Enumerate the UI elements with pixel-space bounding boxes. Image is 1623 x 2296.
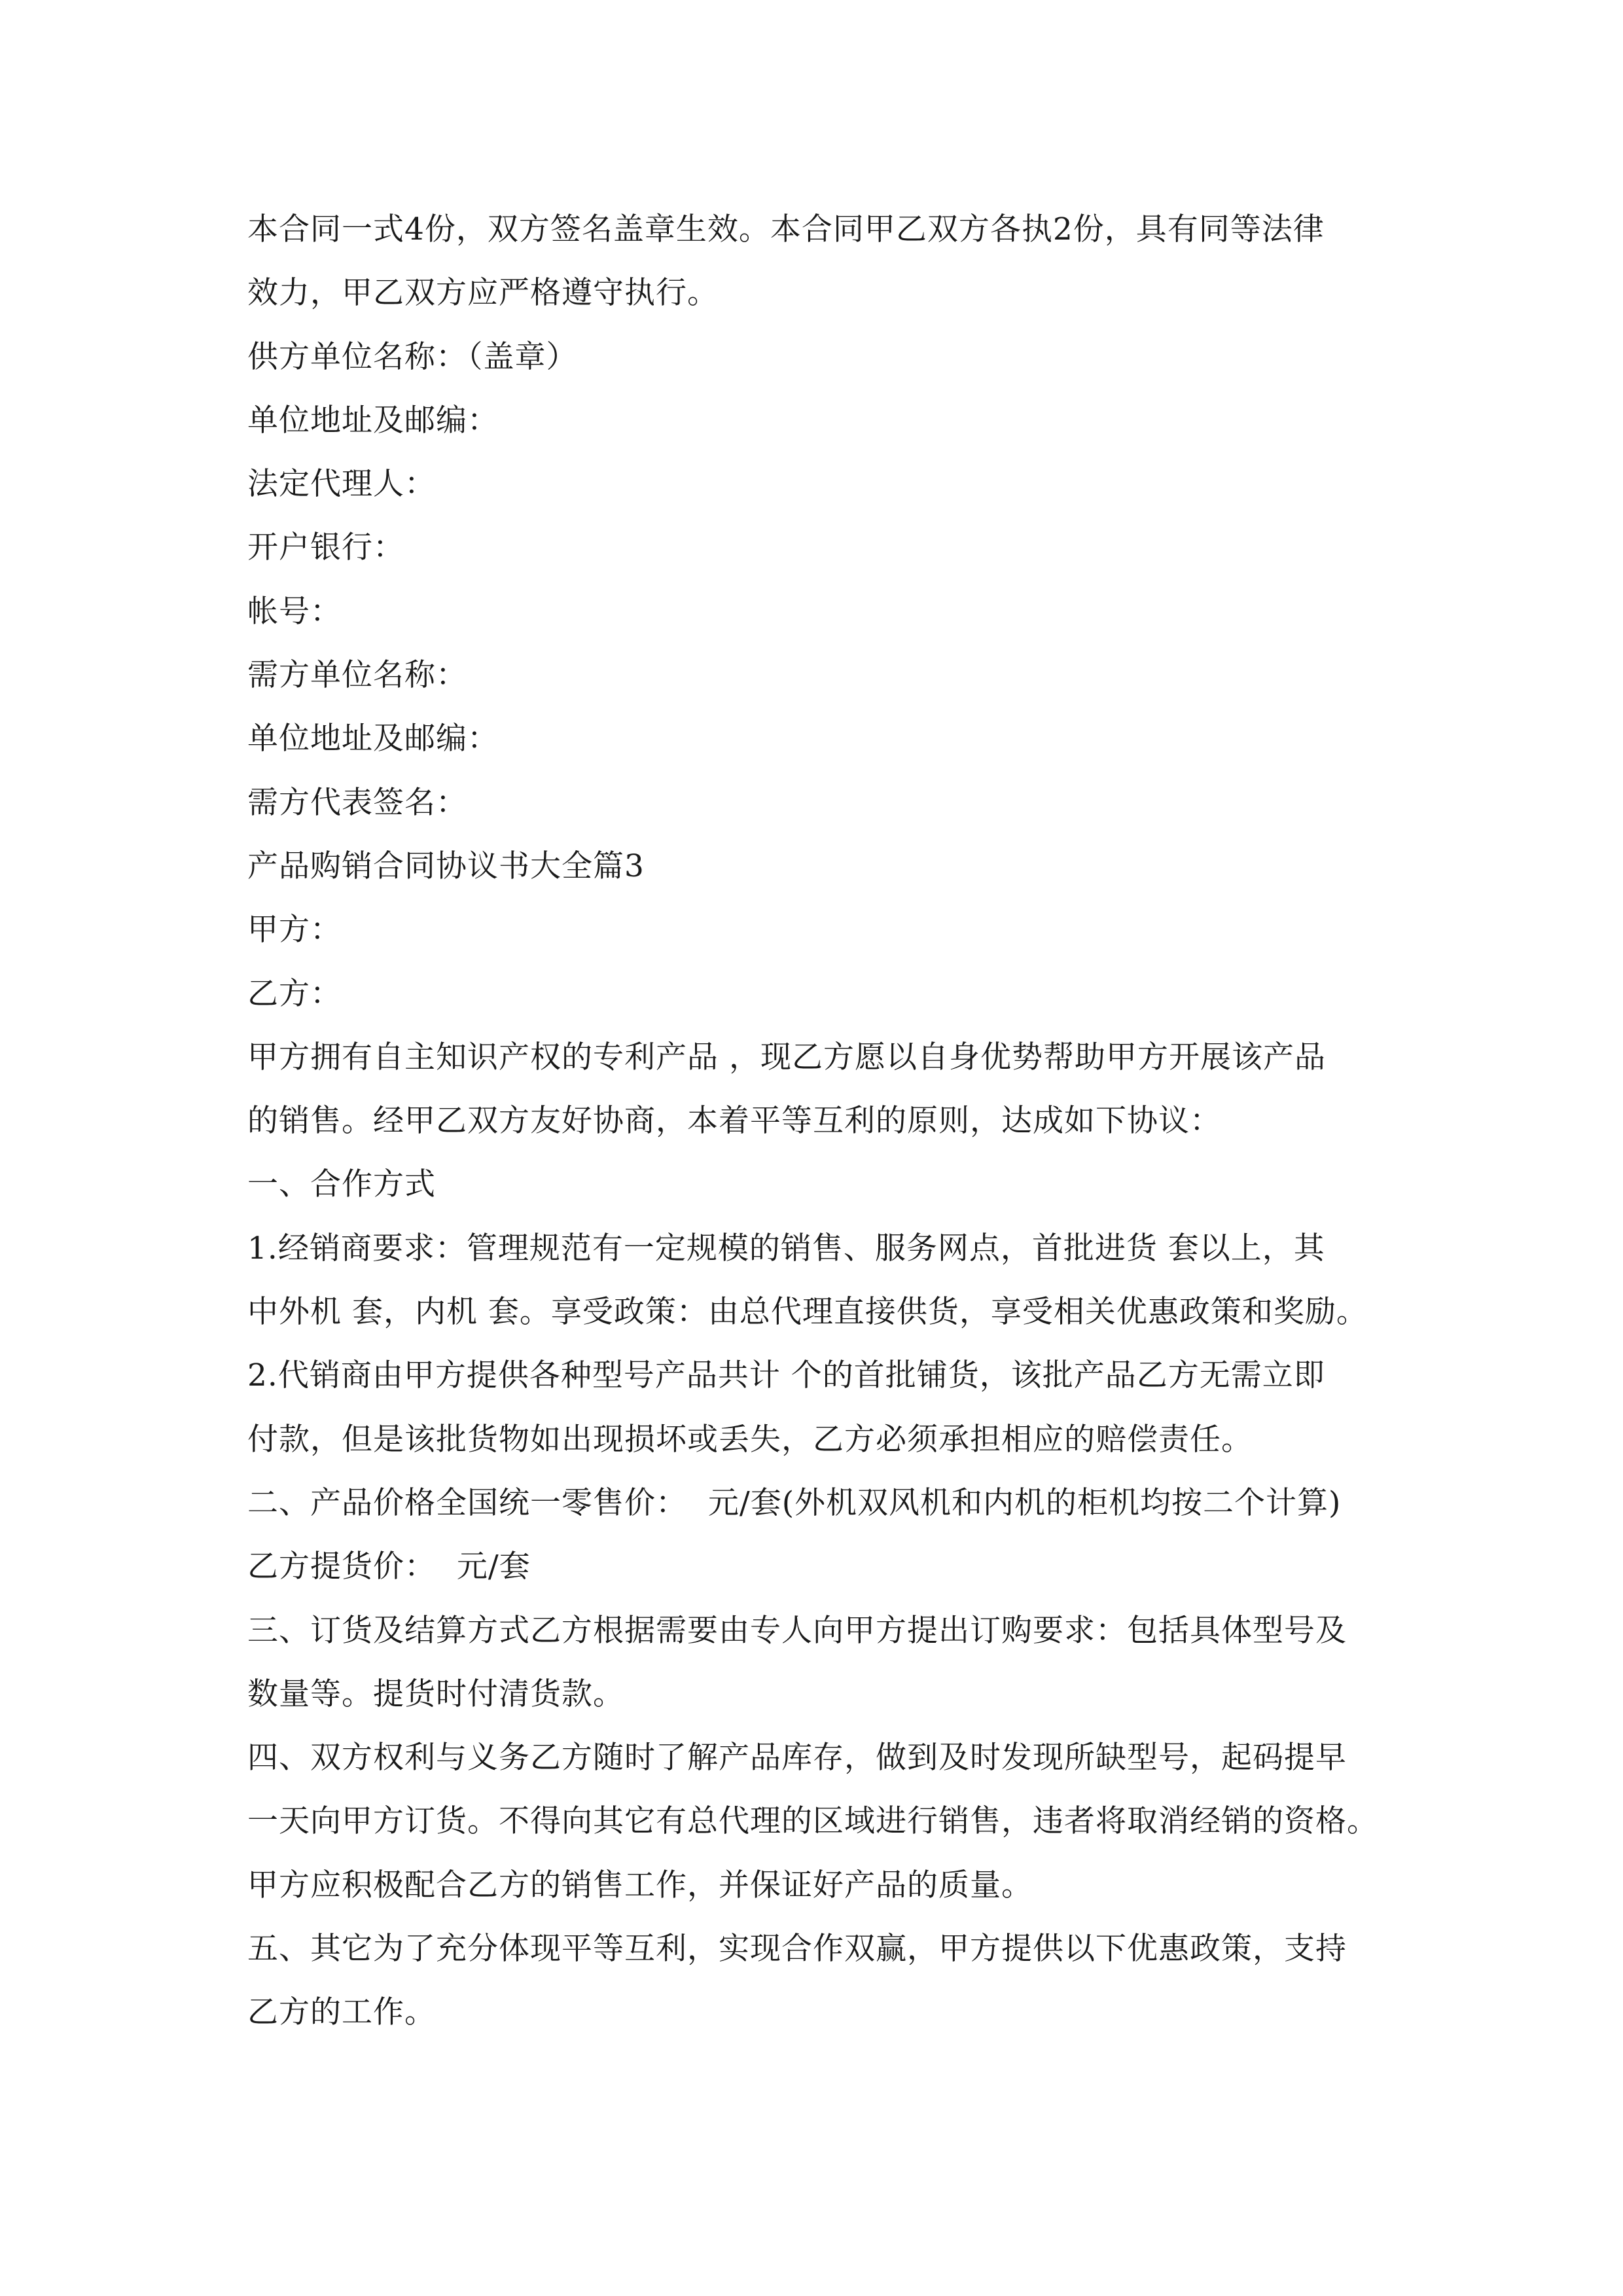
text-line: 乙方： (247, 975, 342, 1012)
text-line: 单位地址及邮编： (247, 721, 499, 757)
text-line: 开户银行： (247, 529, 404, 566)
text-line: 二、产品价格全国统一零售价： 元/套(外机双风机和内机的柜机均按二个计算) (247, 1484, 1342, 1521)
text-line: 五、其它为了充分体现平等互利，实现合作双赢，甲方提供以下优惠政策，支持 (247, 1931, 1347, 1967)
text-line: 四、双方权利与义务乙方随时了解产品库存，做到及时发现所缺型号，起码提早 (247, 1740, 1347, 1776)
text-line: 甲方拥有自主知识产权的专利产品 ，现乙方愿以自身优势帮助甲方开展该产品 (247, 1039, 1326, 1075)
text-line: 三、订货及结算方式乙方根据需要由专人向甲方提出订购要求：包括具体型号及 (247, 1612, 1347, 1649)
text-line: 需方单位名称： (247, 657, 467, 694)
text-line: 帐号： (247, 593, 342, 630)
text-line: 需方代表签名： (247, 784, 467, 821)
text-line: 乙方提货价： 元/套 (247, 1549, 531, 1585)
text-line: 中外机 套，内机 套。享受政策：由总代理直接供货，享受相关优惠政策和奖励。 (247, 1294, 1368, 1331)
text-line: 的销售。经甲乙双方友好协商，本着平等互利的原则，达成如下协议： (247, 1103, 1221, 1139)
document-body (247, 198, 1399, 2045)
text-line: 法定代理人： (247, 466, 436, 503)
text-line: 一天向甲方订货。不得向其它有总代理的区域进行销售，违者将取消经销的资格。 (247, 1803, 1378, 1840)
text-line: 本合同一式4份，双方签名盖章生效。本合同甲乙双方各执2份，具有同等法律 (247, 211, 1325, 247)
text-line: 供方单位名称：（盖章） (247, 338, 578, 375)
text-line: 单位地址及邮编： (247, 402, 499, 439)
text-line: 甲方： (247, 912, 342, 948)
text-line: 甲方应积极配合乙方的销售工作，并保证好产品的质量。 (247, 1867, 1033, 1903)
text-line: 乙方的工作。 (247, 1994, 436, 2031)
text-line: 一、合作方式 (247, 1166, 436, 1203)
section-heading: 产品购销合同协议书大全篇3 (247, 848, 645, 884)
text-line: 效力，甲乙双方应严格遵守执行。 (247, 275, 719, 312)
text-line: 1.经销商要求：管理规范有一定规模的销售、服务网点，首批进货 套以上，其 (247, 1230, 1325, 1266)
text-line: 2.代销商由甲方提供各种型号产品共计 个的首批铺货，该批产品乙方无需立即 (247, 1357, 1325, 1394)
text-line: 数量等。提货时付清货款。 (247, 1676, 624, 1712)
text-line: 付款，但是该批货物如出现损坏或丢失，乙方必须承担相应的赔偿责任。 (247, 1421, 1253, 1458)
